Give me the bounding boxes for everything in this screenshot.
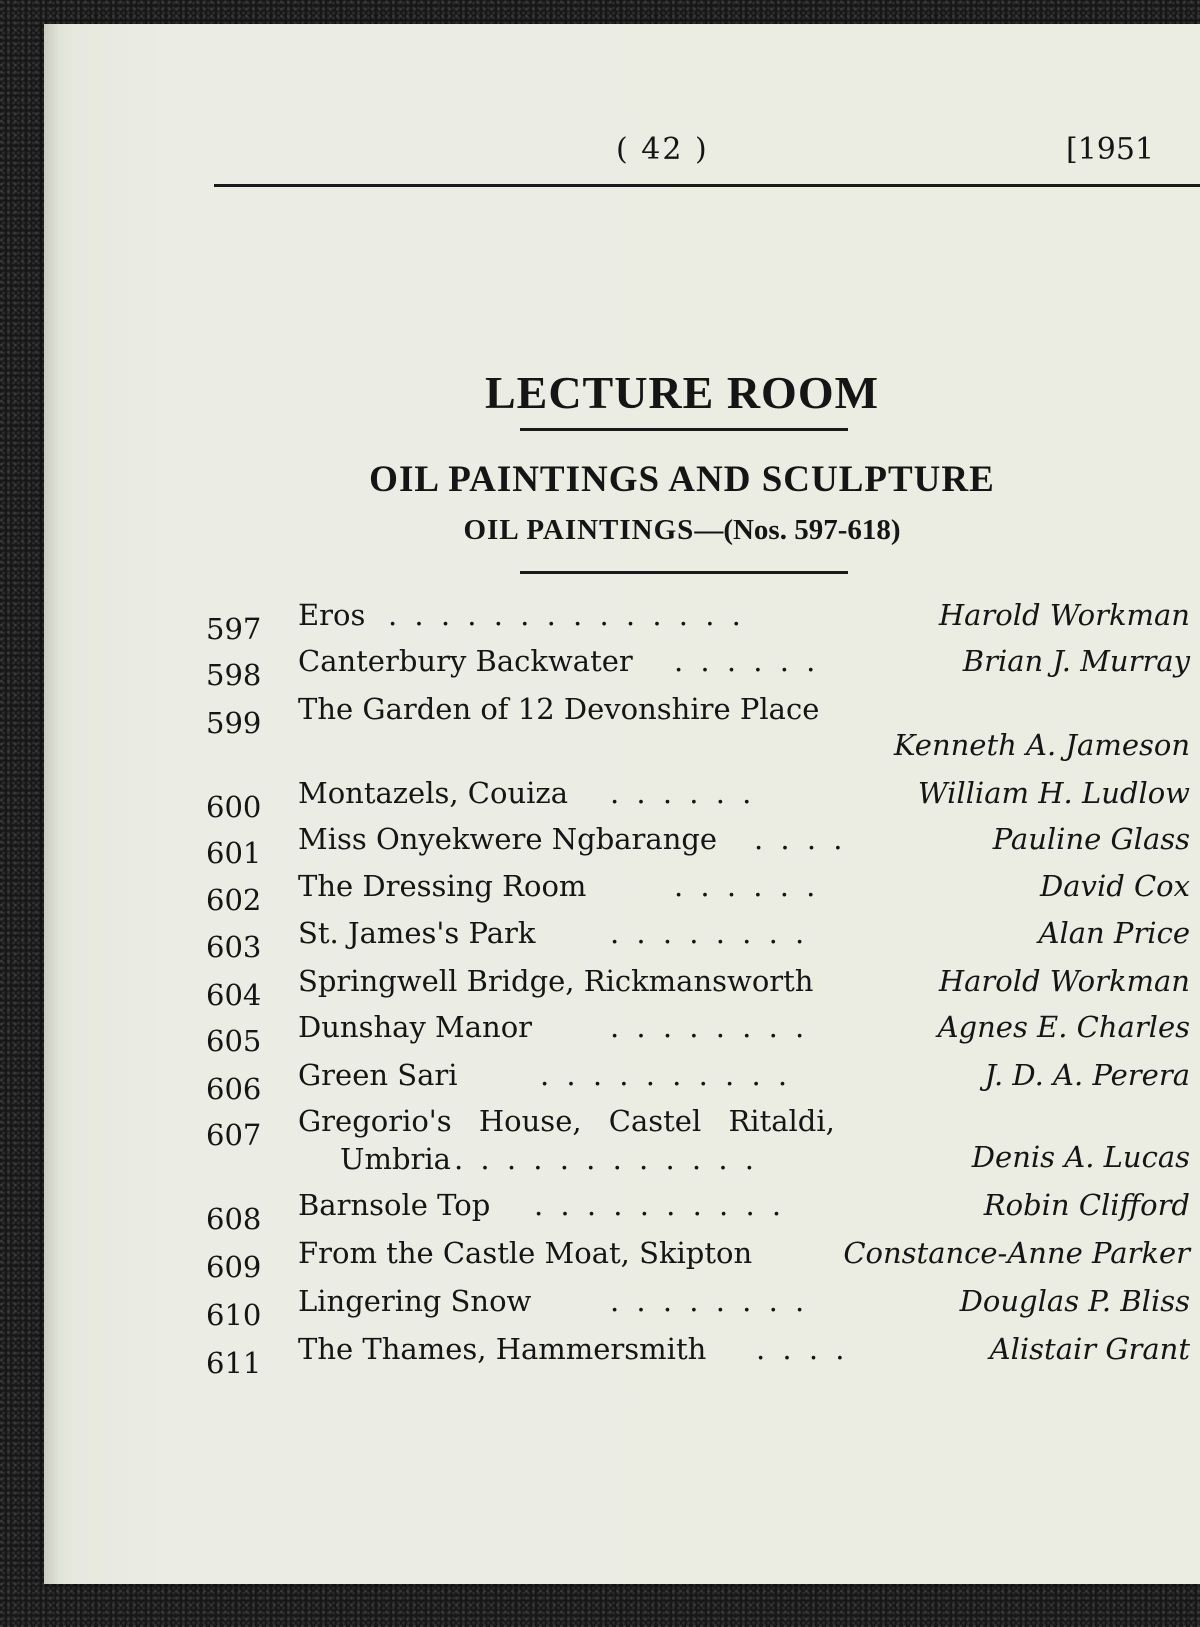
range-heading-label: OIL PAINTINGS [463, 514, 695, 546]
entry-title: Gregorio's House, Castel Ritaldi, [298, 1104, 835, 1138]
entry-number: 601 [206, 836, 262, 870]
leader-dots: . . . . . . . . . . [540, 1058, 792, 1092]
entry-title: Springwell Bridge, Rickmansworth [298, 964, 814, 998]
catalogue-entry [44, 1332, 1200, 1380]
catalogue-entry [44, 1188, 1200, 1236]
entry-artist: Brian J. Murray [962, 644, 1190, 678]
entry-artist: William H. Ludlow [917, 776, 1190, 810]
entry-title: Lingering Snow [298, 1284, 532, 1318]
catalogue-entry [44, 822, 1200, 870]
entry-number: 607 [206, 1118, 262, 1152]
catalogue-entry [44, 1236, 1200, 1284]
entry-number: 597 [206, 612, 262, 646]
entry-title: St. James's Park [298, 916, 536, 950]
entry-number: 606 [206, 1072, 262, 1106]
leader-dots: . . . . . . [674, 644, 820, 678]
entry-number: 602 [206, 883, 262, 917]
entry-title: Green Sari [298, 1058, 458, 1092]
catalogue-entry [44, 1010, 1200, 1058]
entry-number: 604 [206, 978, 262, 1012]
entry-title: The Thames, Hammersmith [298, 1332, 707, 1366]
catalogue-entry [44, 692, 1200, 772]
title-rule [520, 428, 848, 431]
leader-dots: . . . . [756, 1332, 849, 1366]
entry-title: The Garden of 12 Devonshire Place [298, 692, 820, 726]
leader-dots: . . . . . . . . . . [534, 1188, 786, 1222]
entry-artist: Alan Price [1038, 916, 1190, 950]
catalogue-entry [44, 1284, 1200, 1332]
catalogue-page [44, 24, 1200, 1584]
entry-title: Canterbury Backwater [298, 644, 633, 678]
page-number: ( 42 ) [616, 132, 709, 167]
entry-artist: Douglas P. Bliss [959, 1284, 1190, 1318]
catalogue-entry [44, 869, 1200, 917]
entry-artist: Constance-Anne Parker [843, 1236, 1190, 1270]
entry-number: 605 [206, 1024, 262, 1058]
catalogue-entry [44, 1104, 1200, 1184]
entry-number: 603 [206, 930, 262, 964]
catalogue-range-heading [44, 514, 1200, 547]
entry-artist: Harold Workman [938, 598, 1190, 632]
entry-artist: Alistair Grant [989, 1332, 1190, 1366]
leader-dots: . . . . . . . . . . . . [454, 1142, 759, 1176]
catalogue-entry [44, 1058, 1200, 1106]
leader-dots: . . . . . . . . . . . . . . [388, 598, 745, 632]
entry-artist: Kenneth A. Jameson [893, 728, 1190, 762]
subtitle-rule [520, 571, 848, 574]
running-head [44, 132, 1200, 182]
leader-dots: . . . . [754, 822, 847, 856]
entry-artist: Harold Workman [938, 964, 1190, 998]
entry-title: The Dressing Room [298, 869, 587, 903]
catalogue-entry [44, 776, 1200, 824]
entry-artist: Robin Clifford [983, 1188, 1190, 1222]
entry-artist: Pauline Glass [992, 822, 1190, 856]
entry-number: 610 [206, 1298, 262, 1332]
range-heading-numbers: —(Nos. 597-618) [694, 514, 901, 546]
entry-number: 608 [206, 1202, 262, 1236]
entry-title: Dunshay Manor [298, 1010, 533, 1044]
section-subtitle: OIL PAINTINGS AND SCULPTURE [369, 459, 995, 500]
leader-dots: . . . . . . [674, 869, 820, 903]
catalogue-entry [44, 916, 1200, 964]
year-label: [1951 [1066, 132, 1155, 167]
entry-artist: Agnes E. Charles [937, 1010, 1190, 1044]
entry-number: 599 [206, 706, 262, 740]
leader-dots: . . . . . . . . [610, 916, 809, 950]
header-rule [214, 184, 1200, 187]
leader-dots: . . . . . . [610, 776, 756, 810]
leader-dots: . . . . . . . . [610, 1284, 809, 1318]
catalogue-entry [44, 644, 1200, 692]
catalogue-entry [44, 598, 1200, 646]
entry-title: From the Castle Moat, Skipton [298, 1236, 753, 1270]
leader-dots: . . . . . . . . [610, 1010, 809, 1044]
entry-number: 600 [206, 790, 262, 824]
entry-title: Eros [298, 598, 366, 632]
entry-title: Barnsole Top [298, 1188, 491, 1222]
entry-artist: David Cox [1040, 869, 1190, 903]
entry-title-continued: Umbria [340, 1142, 451, 1176]
entry-artist: J. D. A. Perera [984, 1058, 1190, 1092]
entry-number: 609 [206, 1250, 262, 1284]
entry-title: Montazels, Couiza [298, 776, 568, 810]
section-title: LECTURE ROOM [484, 367, 880, 418]
entry-number: 598 [206, 658, 262, 692]
catalogue-entry [44, 964, 1200, 1012]
entry-number: 611 [206, 1346, 262, 1380]
entry-artist: Denis A. Lucas [971, 1140, 1190, 1174]
entry-title: Miss Onyekwere Ngbarange [298, 822, 718, 856]
